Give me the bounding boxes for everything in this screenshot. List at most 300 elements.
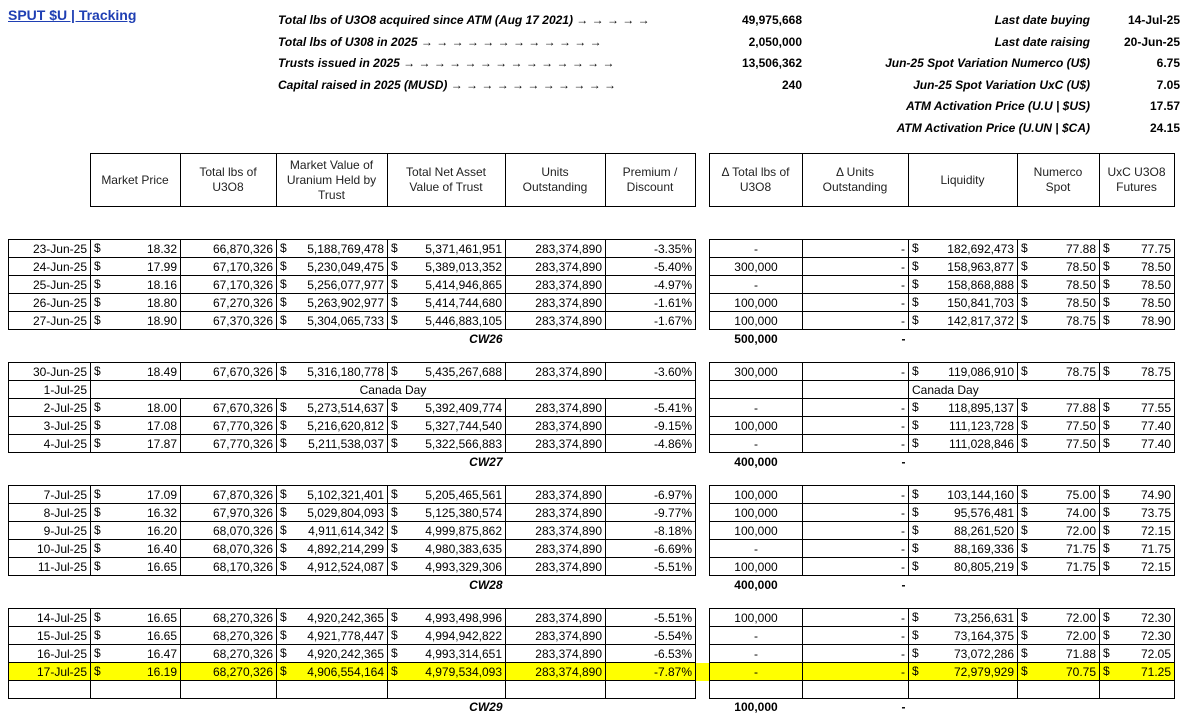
- market-price: [91, 540, 181, 558]
- row-date: 24-Jun-25: [9, 258, 91, 276]
- numerco-spot: [1018, 540, 1100, 558]
- numerco-spot: [1018, 312, 1100, 330]
- spacer-cell: [696, 240, 710, 258]
- empty-cell: [506, 681, 606, 699]
- net-asset-value-value: 4,999,875,862: [425, 523, 502, 538]
- market-value: [277, 540, 388, 558]
- market-price: [91, 258, 181, 276]
- market-value-value: 4,921,778,447: [307, 628, 384, 643]
- market-value-value: 5,216,620,812: [307, 418, 384, 433]
- empty-cell: [181, 576, 277, 594]
- delta-units: -: [803, 363, 909, 381]
- currency-symbol: $: [280, 436, 287, 450]
- uxc-futures-value: 72.30: [1140, 628, 1171, 643]
- spacer-cell: [696, 258, 710, 276]
- summary-right-value: 6.75: [1156, 56, 1180, 70]
- uxc-futures: [1100, 417, 1175, 435]
- numerco-spot-value: 78.50: [1065, 295, 1096, 310]
- spacer-cell: [696, 504, 710, 522]
- premium-discount: -3.60%: [606, 363, 696, 381]
- currency-symbol: $: [1021, 559, 1028, 573]
- numerco-spot-value: 77.88: [1065, 241, 1096, 256]
- premium-discount: -5.51%: [606, 558, 696, 576]
- table-row: [9, 504, 1175, 522]
- total-lbs: 68,270,326: [181, 627, 277, 645]
- empty-cell: [277, 453, 388, 471]
- empty-cell: [9, 681, 91, 699]
- delta-lbs: -: [710, 663, 803, 681]
- week-summary-row: [9, 453, 1175, 471]
- uxc-futures-value: 74.90: [1140, 487, 1171, 502]
- row-date: 1-Jul-25: [9, 381, 91, 399]
- empty-cell: [277, 681, 388, 699]
- spacer-cell: [710, 593, 803, 609]
- liquidity-value: 182,692,473: [947, 241, 1014, 256]
- table-row: [9, 522, 1175, 540]
- holiday-label: Canada Day: [91, 381, 696, 399]
- delta-units: -: [803, 294, 909, 312]
- currency-symbol: $: [391, 610, 398, 624]
- market-price: [91, 417, 181, 435]
- empty-cell: [1018, 453, 1100, 471]
- market-price-value: 17.09: [146, 487, 177, 502]
- net-asset-value: [388, 522, 506, 540]
- uxc-futures: [1100, 363, 1175, 381]
- tracking-table: [8, 224, 1175, 716]
- market-value-value: 5,102,321,401: [307, 487, 384, 502]
- premium-discount: -3.35%: [606, 240, 696, 258]
- spacer-cell: [181, 470, 277, 486]
- spacer-cell: [696, 540, 710, 558]
- summary-value: 240: [781, 77, 802, 92]
- currency-symbol: $: [1103, 313, 1110, 327]
- market-value: [277, 363, 388, 381]
- empty-cell: [696, 453, 710, 471]
- market-price-value: 16.65: [146, 559, 177, 574]
- market-price-value: 16.65: [146, 610, 177, 625]
- total-lbs: 67,370,326: [181, 312, 277, 330]
- numerco-spot: [1018, 645, 1100, 663]
- liquidity-value: 150,841,703: [947, 295, 1014, 310]
- spacer-cell: [909, 593, 1018, 609]
- spacer-cell: [277, 347, 388, 363]
- liquidity: [909, 504, 1018, 522]
- uxc-futures-value: 72.30: [1140, 610, 1171, 625]
- uxc-futures: [1100, 540, 1175, 558]
- page-title[interactable]: SPUT $U | Tracking: [8, 7, 137, 23]
- empty-cell: [696, 699, 710, 716]
- units-outstanding: 283,374,890: [506, 645, 606, 663]
- currency-symbol: $: [94, 628, 101, 642]
- liquidity-value: 73,164,375: [953, 628, 1014, 643]
- total-lbs: 66,870,326: [181, 240, 277, 258]
- uxc-futures-value: 72.15: [1140, 523, 1171, 538]
- currency-symbol: $: [94, 400, 101, 414]
- premium-discount: -5.51%: [606, 609, 696, 627]
- uxc-futures-value: 78.75: [1140, 364, 1171, 379]
- table-row: [9, 276, 1175, 294]
- empty-cell: [388, 681, 506, 699]
- summary-value: 13,506,362: [741, 56, 802, 70]
- total-lbs: 67,770,326: [181, 417, 277, 435]
- market-price: [91, 294, 181, 312]
- row-date: 8-Jul-25: [9, 504, 91, 522]
- summary-right-value: 17.57: [1149, 99, 1180, 113]
- units-outstanding: 283,374,890: [506, 609, 606, 627]
- units-outstanding: 283,374,890: [506, 435, 606, 453]
- delta-units: -: [803, 312, 909, 330]
- currency-symbol: $: [94, 277, 101, 291]
- market-value-value: 5,263,902,977: [307, 295, 384, 310]
- liquidity-value: 158,868,888: [947, 277, 1014, 292]
- spacer-cell: [696, 663, 710, 681]
- spacer-cell: [388, 593, 506, 609]
- delta-lbs: 100,000: [710, 294, 803, 312]
- currency-symbol: $: [912, 664, 919, 678]
- currency-symbol: $: [1103, 259, 1110, 273]
- empty-cell: [606, 681, 696, 699]
- empty-cell: [1018, 681, 1100, 699]
- currency-symbol: $: [280, 628, 287, 642]
- row-date: 30-Jun-25: [9, 363, 91, 381]
- delta-units: -: [803, 627, 909, 645]
- currency-symbol: $: [280, 541, 287, 555]
- header-numerco: Numerco Spot: [1017, 154, 1099, 207]
- table-row: [9, 312, 1175, 330]
- currency-symbol: $: [391, 277, 398, 291]
- currency-symbol: $: [1021, 487, 1028, 501]
- market-price: [91, 486, 181, 504]
- market-value-value: 4,911,614,342: [308, 523, 384, 538]
- net-asset-value: [388, 558, 506, 576]
- spacer-cell: [506, 470, 606, 486]
- total-lbs: 68,270,326: [181, 645, 277, 663]
- summary-label: Capital raised in 2025 (MUSD) → → → → → → → → → → →: [278, 77, 617, 92]
- currency-symbol: $: [1103, 241, 1110, 255]
- liquidity-value: 95,576,481: [953, 505, 1014, 520]
- currency-symbol: $: [94, 610, 101, 624]
- market-value-value: 4,920,242,365: [307, 646, 384, 661]
- week-summary-row: [9, 330, 1175, 348]
- delta-lbs: -: [710, 435, 803, 453]
- currency-symbol: $: [1021, 610, 1028, 624]
- column-header-table: [8, 153, 1175, 207]
- spacer-cell: [803, 224, 909, 240]
- currency-symbol: $: [280, 487, 287, 501]
- uxc-futures: [1100, 294, 1175, 312]
- net-asset-value-value: 4,993,314,651: [425, 646, 502, 661]
- summary-right-value: 14-Jul-25: [1127, 13, 1180, 27]
- delta-units: -: [803, 540, 909, 558]
- spacer-cell: [388, 224, 506, 240]
- spacer-cell: [506, 593, 606, 609]
- market-value-value: 5,188,769,478: [307, 241, 384, 256]
- market-value-value: 5,230,049,475: [307, 259, 384, 274]
- market-price: [91, 312, 181, 330]
- summary-right-value: 20-Jun-25: [1123, 34, 1180, 49]
- currency-symbol: $: [391, 664, 398, 678]
- spacer-cell: [696, 470, 710, 486]
- premium-discount: -7.87%: [606, 663, 696, 681]
- empty-cell: [506, 699, 606, 716]
- currency-symbol: $: [912, 436, 919, 450]
- currency-symbol: $: [280, 646, 287, 660]
- spacer-cell: [9, 347, 91, 363]
- market-value: [277, 504, 388, 522]
- empty-cell: [710, 681, 803, 699]
- net-asset-value: [388, 399, 506, 417]
- spacer-cell: [696, 276, 710, 294]
- currency-symbol: $: [94, 436, 101, 450]
- net-asset-value: [388, 540, 506, 558]
- delta-lbs: 100,000: [710, 609, 803, 627]
- spacer-cell: [696, 627, 710, 645]
- uxc-futures-value: 72.15: [1140, 559, 1171, 574]
- units-outstanding: 283,374,890: [506, 399, 606, 417]
- market-price-value: 18.90: [146, 313, 177, 328]
- week-summary-row: [9, 576, 1175, 594]
- numerco-spot: [1018, 363, 1100, 381]
- market-price: [91, 663, 181, 681]
- net-asset-value-value: 5,322,566,883: [425, 436, 502, 451]
- market-value-value: 4,920,242,365: [307, 610, 384, 625]
- premium-discount: -6.69%: [606, 540, 696, 558]
- premium-discount: -9.15%: [606, 417, 696, 435]
- spacer-cell: [1018, 470, 1100, 486]
- spacer-cell: [696, 347, 710, 363]
- market-price-value: 16.19: [146, 664, 177, 679]
- table-row: [9, 486, 1175, 504]
- empty-cell: [1100, 330, 1175, 348]
- spacer-cell: [696, 312, 710, 330]
- empty-cell: [1100, 576, 1175, 594]
- currency-symbol: $: [391, 418, 398, 432]
- currency-symbol: $: [912, 523, 919, 537]
- row-date: 3-Jul-25: [9, 417, 91, 435]
- total-lbs: 68,170,326: [181, 558, 277, 576]
- currency-symbol: $: [280, 559, 287, 573]
- currency-symbol: $: [391, 400, 398, 414]
- currency-symbol: $: [912, 610, 919, 624]
- week-label: CW29: [469, 700, 503, 714]
- numerco-spot-value: 77.50: [1065, 418, 1096, 433]
- empty-cell: [606, 699, 696, 716]
- spacer-cell: [909, 470, 1018, 486]
- numerco-spot-value: 78.50: [1065, 259, 1096, 274]
- total-lbs: 67,270,326: [181, 294, 277, 312]
- currency-symbol: $: [1021, 241, 1028, 255]
- spacer-cell: [710, 224, 803, 240]
- uxc-futures-value: 71.75: [1140, 541, 1171, 556]
- currency-symbol: $: [912, 487, 919, 501]
- spacer-cell: [91, 347, 181, 363]
- summary-right-value: 7.05: [1156, 77, 1180, 92]
- numerco-spot-value: 72.00: [1065, 628, 1096, 643]
- currency-symbol: $: [94, 505, 101, 519]
- liquidity: [909, 522, 1018, 540]
- uxc-futures-value: 72.05: [1140, 646, 1171, 661]
- delta-units: -: [803, 645, 909, 663]
- numerco-spot-value: 78.75: [1065, 364, 1096, 379]
- table-row: [9, 399, 1175, 417]
- summary-right-label: Jun-25 Spot Variation Numerco (U$): [885, 56, 1090, 70]
- currency-symbol: $: [391, 241, 398, 255]
- empty-cell: [803, 681, 909, 699]
- premium-discount: -8.18%: [606, 522, 696, 540]
- premium-discount: -5.40%: [606, 258, 696, 276]
- empty-cell: [1100, 453, 1175, 471]
- week-label: CW28: [469, 577, 503, 592]
- units-outstanding: 283,374,890: [506, 522, 606, 540]
- currency-symbol: $: [912, 646, 919, 660]
- units-outstanding: 283,374,890: [506, 627, 606, 645]
- market-price: [91, 609, 181, 627]
- spacer-cell: [277, 470, 388, 486]
- delta-units: -: [803, 522, 909, 540]
- empty-cell: [181, 681, 277, 699]
- net-asset-value-value: 5,125,380,574: [425, 505, 502, 520]
- uxc-futures: [1100, 609, 1175, 627]
- currency-symbol: $: [1103, 400, 1110, 414]
- total-lbs: 68,270,326: [181, 663, 277, 681]
- market-value: [277, 645, 388, 663]
- currency-symbol: $: [280, 610, 287, 624]
- row-date: 4-Jul-25: [9, 435, 91, 453]
- spacer-cell: [506, 347, 606, 363]
- liquidity: [909, 609, 1018, 627]
- spacer-cell: [1100, 224, 1175, 240]
- summary-right-label: Jun-25 Spot Variation UxC (U$): [913, 77, 1090, 92]
- row-date: 15-Jul-25: [9, 627, 91, 645]
- net-asset-value-value: 5,389,013,352: [425, 259, 502, 274]
- units-outstanding: 283,374,890: [506, 558, 606, 576]
- liquidity-value: 118,895,137: [948, 400, 1014, 415]
- units-outstanding: 283,374,890: [506, 276, 606, 294]
- numerco-spot: [1018, 435, 1100, 453]
- net-asset-value: [388, 609, 506, 627]
- market-value: [277, 522, 388, 540]
- market-price: [91, 522, 181, 540]
- row-date: 14-Jul-25: [9, 609, 91, 627]
- currency-symbol: $: [391, 313, 398, 327]
- empty-cell: [1018, 699, 1100, 716]
- net-asset-value: [388, 240, 506, 258]
- currency-symbol: $: [280, 664, 287, 678]
- summary-label: Total lbs of U3O8 acquired since ATM (Aug 17 2021) → → → → →: [278, 13, 650, 27]
- uxc-futures-value: 77.40: [1140, 436, 1171, 451]
- spacer-cell: [1018, 593, 1100, 609]
- week-label: CW26: [469, 331, 503, 346]
- table-row: [9, 417, 1175, 435]
- market-value: [277, 312, 388, 330]
- numerco-spot-value: 78.75: [1065, 313, 1096, 328]
- currency-symbol: $: [1021, 628, 1028, 642]
- currency-symbol: $: [1103, 559, 1110, 573]
- row-date: 11-Jul-25: [9, 558, 91, 576]
- liquidity-value: 119,086,910: [948, 364, 1014, 379]
- total-lbs: 67,670,326: [181, 363, 277, 381]
- market-value: [277, 663, 388, 681]
- market-price: [91, 558, 181, 576]
- currency-symbol: $: [391, 541, 398, 555]
- uxc-futures-value: 78.90: [1140, 313, 1171, 328]
- uxc-futures: [1100, 558, 1175, 576]
- liquidity: [909, 312, 1018, 330]
- liquidity: [909, 540, 1018, 558]
- spacer-cell: [710, 347, 803, 363]
- uxc-futures: [1100, 627, 1175, 645]
- currency-symbol: $: [912, 505, 919, 519]
- empty-cell: [9, 699, 91, 716]
- liquidity-value: 103,144,160: [947, 487, 1014, 502]
- spacer-cell: [696, 363, 710, 381]
- spacer-row: [9, 593, 1175, 609]
- table-row: [9, 435, 1175, 453]
- currency-symbol: $: [1103, 505, 1110, 519]
- uxc-futures: [1100, 435, 1175, 453]
- table-row: [9, 645, 1175, 663]
- week-total-lbs: 100,000: [734, 700, 778, 714]
- delta-units: -: [803, 276, 909, 294]
- market-value-value: 5,304,065,733: [307, 313, 384, 328]
- net-asset-value-value: 4,979,534,093: [425, 664, 502, 679]
- currency-symbol: $: [94, 295, 101, 309]
- liquidity: [909, 558, 1018, 576]
- row-date: 10-Jul-25: [9, 540, 91, 558]
- uxc-futures: [1100, 399, 1175, 417]
- spacer-cell: [9, 224, 91, 240]
- currency-symbol: $: [1103, 523, 1110, 537]
- spacer-cell: [909, 347, 1018, 363]
- market-value-value: 4,906,554,164: [307, 664, 384, 679]
- numerco-spot: [1018, 240, 1100, 258]
- header-date: [8, 154, 90, 207]
- numerco-spot-value: 74.00: [1065, 505, 1096, 520]
- currency-symbol: $: [391, 259, 398, 273]
- units-outstanding: 283,374,890: [506, 258, 606, 276]
- currency-symbol: $: [912, 259, 919, 273]
- delta-units: -: [803, 663, 909, 681]
- market-price: [91, 645, 181, 663]
- spacer-cell: [696, 224, 710, 240]
- total-lbs: 67,170,326: [181, 276, 277, 294]
- currency-symbol: $: [280, 295, 287, 309]
- total-lbs: 67,870,326: [181, 486, 277, 504]
- spacer-cell: [803, 470, 909, 486]
- table-row: [9, 627, 1175, 645]
- empty-cell: [9, 453, 91, 471]
- currency-symbol: $: [1103, 295, 1110, 309]
- empty-cell: [9, 330, 91, 348]
- table-row: [9, 381, 1175, 399]
- market-price-value: 18.00: [146, 400, 177, 415]
- premium-discount: -4.97%: [606, 276, 696, 294]
- liquidity: [909, 240, 1018, 258]
- spacer-cell: [388, 470, 506, 486]
- row-date: 23-Jun-25: [9, 240, 91, 258]
- empty-cell: [506, 576, 606, 594]
- premium-discount: -6.53%: [606, 645, 696, 663]
- delta-lbs: 100,000: [710, 504, 803, 522]
- currency-symbol: $: [280, 505, 287, 519]
- net-asset-value-value: 4,994,942,822: [425, 628, 502, 643]
- numerco-spot: [1018, 276, 1100, 294]
- currency-symbol: $: [94, 646, 101, 660]
- numerco-spot-value: 77.50: [1065, 436, 1096, 451]
- delta-lbs: 100,000: [710, 312, 803, 330]
- total-lbs: 67,770,326: [181, 435, 277, 453]
- market-value: [277, 609, 388, 627]
